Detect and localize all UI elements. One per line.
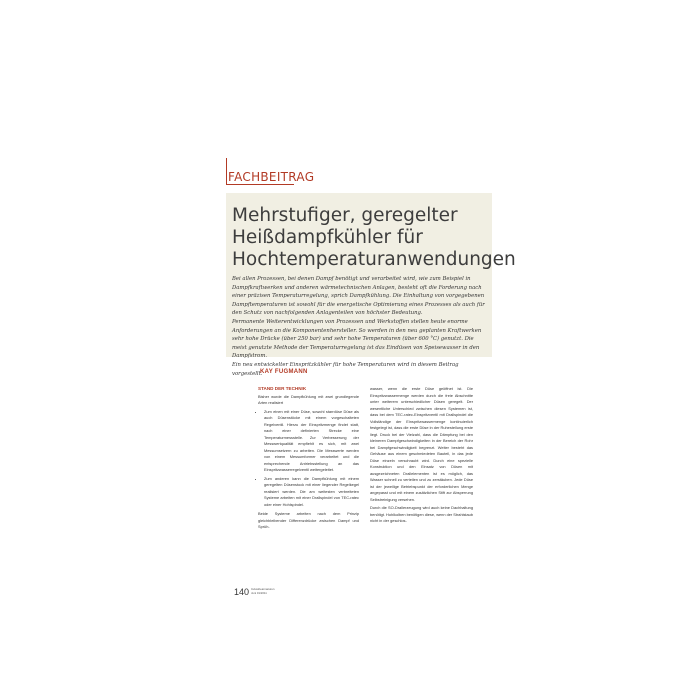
body-column-1 xyxy=(258,386,359,533)
page-number: 140 xyxy=(234,587,250,597)
journal-name: Industriearmaturen xyxy=(251,587,275,591)
journal-info xyxy=(251,588,274,595)
section-heading: STAND DER TECHNIK xyxy=(258,386,307,391)
lead-paragraph: Ein neu entwickelter Einspritzkühler für hohe Temperaturen wird in diesem Beitrag vorgestellt. xyxy=(232,361,459,377)
body-paragraph: Durch die SO-Drallerzeugung wird auch keine Dachhaltung benötigt. Hohlkolben benötigen diese, wenn der Strahlstaub nicht in der geschlos- xyxy=(370,505,473,523)
journal-issue: Juni 01/2011 xyxy=(251,590,267,595)
article-lead xyxy=(232,275,487,378)
list-item: • Zum anderen kann die Dampfkühlung mit einem geregelten Düsenstock mit einer liegender Regelkegel realisiert werden. Die am weitesten verbreiteten Systeme arbeiten mit einer Drallspindel von TEC-ratec oder einer Hohlspindel. xyxy=(264,476,359,509)
author-name: KAY FUGMANN xyxy=(260,369,308,375)
lead-paragraph: Permanente Weiterentwicklungen von Prozessen und Werkstoffen stellen heute enorme Anforderungen an die Komponentenhersteller. So werden in den neu geplanten Kraftwerken sehr hohe Drücke (über 250 bar) und sehr hohe Temperaturen (über 600 °C) genutzt. Die meist genutzte Methode der Temperaturregelung ist das Eindüsen von Speisewasser in den Dampfstrom. xyxy=(232,318,482,360)
body-paragraph: Beide Systeme arbeiten nach dem Prinzip gleichbleibender Differenzdrücke zwischen Dampf und Sprüh- xyxy=(258,511,359,529)
body-paragraph: wasser, wenn die erste Düse geöffnet ist. Die Einspritzwassermenge werden durch die freie Abschnitte unter weiterem unterschiedlicher Düsen geregelt. Der wesentliche Unterschied zwischen diesen Systemen ist, dass bei dem TEC-ratec-Einspritzventil mit Drallspindel die Vollständige der Einspritzwassermenge kontinuierlich festgelegt ist, dass die erste Düse in der Ruhestellung erste liegt. Druck bei der Vielzahl, dass die Dämpfung bei den kleineren Dampfgeschwindigkeiten in der Bereich der Rohr bei Dampfgeschwindigkeit begrenzt. Weiter besteht das Gehäuse aus einem geschmiedeten Bauteil, in das jede Düse einzeln verschraubt wird. Durch eine spezielle Konstruktion und den Einsatz von Düsen mit ausgezeichneten Drallelementen ist es möglich, das Wasser schnell zu verteilen und zu zerstäuben. Jede Düse ist der jeweilige Betriebspunkt der erforderlichen Menge angepasst und mit einem zusätzlichen Stift zur Absperrung Selbstreinigung versehen. xyxy=(370,386,473,502)
list-item: • Zum einen mit einer Düse, sowohl starrdüse Düse als auch Düsenstöcke mit einem vorgeschalteten Regelventil. Hierzu der Einspritzmenge findet statt, nach einer definierten Strecke eine Temperaturmessstelle. Zur Verbesserung der Messwertqualität empfiehlt es sich, mit zwei Messumsetzern zu arbeiten. Die Messwerte werden von einem Messumformer verarbeitet und die entsprechende Antriebsstellung an das Einspritzwasserregelventil weitergeleitet. xyxy=(264,409,359,474)
bullet-list xyxy=(258,409,359,509)
body-column-2 xyxy=(370,386,473,527)
body-paragraph: Bisher wurde die Dampfkühlung mit zwei grundlegende Arten realisiert xyxy=(258,393,359,405)
lead-paragraph: Bei allen Prozessen, bei denen Dampf benötigt und verarbeitet wird, wie zum Beispiel in Dampfkraftwerken und anderen wärmetechnischen Anlagen, besteht oft die Forderung nach einer präzisen Temperaturregelung, sprich Dampfkühlung. Die Einhaltung von vorgegebenen Dampftemperaturen ist sowohl für die energetische Optimierung eines Prozesses als auch für den Schutz von nachfolgenden Anlagenteilen von höchster Bedeutung. xyxy=(232,276,485,317)
article-title: Mehrstufiger, geregelter Heißdampfkühler für Hochtemperaturanwendungen xyxy=(232,205,516,270)
section-tag-rule-horizontal xyxy=(226,184,294,185)
section-tag-rule-vertical xyxy=(226,158,227,184)
section-tag: FACHBEITRAG xyxy=(228,170,315,184)
